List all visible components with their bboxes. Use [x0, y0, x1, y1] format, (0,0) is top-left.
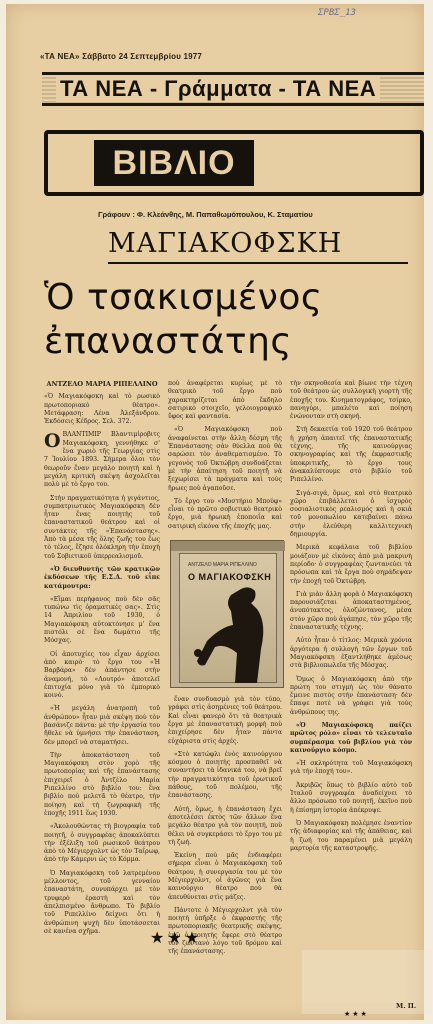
paragraph: «Ὁ Μαγιακόφσκη ποὺ ἀναφαίνεται στὴν ἄλλη δέσμη τῆς Ἐπανάστασης σὰν θύελλα ποὺ θὰ σαρώσει τὸν ἀναθεματισμένο. Τὸ γεγονὸς τοῦ Ὀκτώβρη συνδυάζεται μὲ τὴν ἀπαίτηση τοῦ ποιητῆ νὰ ξεχωρίσει τὰ πράγματα καὶ τοὺς ἥρωες ποὺ ἀγαποῦσε.	[168, 426, 282, 492]
paragraph: «Ἀκολουθώντας τὴ βιογραφία τοῦ ποιητῆ, ὁ συγγραφέας ἀποκαλύπτει τὴν ἐξέλιξη τοῦ ρωσικοῦ θεάτρου ἀπὸ τὸ Μέγιερχολντ ὡς τὸν Ταΐρωφ, ἀπὸ τὴν Κάμερνι ὡς τὸ Κόμμα.	[44, 823, 160, 864]
book-cover-photo	[170, 540, 284, 688]
paragraph: Τὴν ἀποκατάσταση τοῦ Μαγιακόφσκη στὸν χορὸ τῆς πρωτοπορίας καὶ τῆς ἐπανάστασης ἐπιχειρεῖ ὁ Ἀντζέλο Μαρία Ριπελλίνο στὸ βιβλίο του: ἕνα βιβλίο ποὺ μελετᾶ τὸ θέατρο, τὴν ποίηση καὶ τὴ ζωγραφικὴ τῆς ἐποχῆς 1911 ἕως 1930.	[44, 751, 160, 817]
paragraph: Σιγά-σιγά, ὅμως, καὶ στὸ θεατρικὸ χῶρο ἐπιβάλλεται ὁ ἰσχυρὸς σοσιαλιστικὸς ρεαλισμός καὶ ἡ σκιὰ τοῦ μονοπωλίου κατεβαίνει πάνω στὴν ἐλεύθερη καλλιτεχνικὴ δημιουργία.	[290, 489, 412, 539]
drop-cap: Ο	[44, 430, 61, 453]
section-title-box	[44, 130, 424, 196]
paragraph: ἕναν συνδυασμὸ γιὰ τὸν τύπο, γράφει στὶς ἀσημένιες τοῦ θεάτρου. Καὶ εἶναι φανερὸ ὅτι τὰ θεατρικὰ ἔργα μὲ ἐπαναστατικὴ μορφὴ ποὺ ἐπιχείρησε δὲν ἦταν πάντα εὐχάριστα στὶς ἀρχές.	[168, 696, 282, 745]
paragraph: Ὁ Μαγιακόφσκη πολέμησε ἐναντίον τῆς ἀδιαφορίας καὶ τῆς ἀπάθειας, καὶ ἡ ζωή του παραμένει μιὰ μεγάλη μαρτυρία τῆς καταστροφῆς.	[290, 819, 412, 852]
paragraph: Αὐτή, ὅμως, ἡ ἐπανάσταση ἔχει ἀποτελέσει ἐκτὸς τῶν ἄλλων ἕνα μεγάλο θέατρο γιὰ τὸν ποιητή, ποὺ θέλει νὰ συγκεράσει τὸ ἔργο του μὲ τὴ ζωή.	[168, 805, 282, 846]
figure-silhouette-icon	[171, 541, 285, 689]
paragraph: Αὐτὸ ἦταν ὁ τίτλος: Μερικὰ χρόνια ἀργότερα ἡ συλλογὴ τῶν ἔργων τοῦ Μαγιακόφσκη ἐξαντλήθηκε ἀμέσως στὰ βιβλιοπωλεῖα τῆς Μόσχας.	[290, 637, 412, 670]
paragraph: Ἀκριβῶς ὅπως τὸ βιβλίο αὐτὸ τοῦ Ἰταλοῦ συγγραφέα ἀναδείχνει τὸ ἄλλο πρόσωπο τοῦ ποιητῆ, ἐκεῖνο ποὺ ἡ ἐπίσημη ἱστορία ἀπέκρυψε.	[290, 781, 412, 814]
book-info: «Ὁ Μαγιακόφσκη καὶ τὸ ρωσικὸ πρωτοποριακὸ θέατρο». Μετάφραση: Λένα Ἀλεξάνδρου. Ἐκδόσεις Κέδρος. Σελ. 372.	[44, 393, 160, 426]
paragraph: Ἐκείνη ποὺ μᾶς ἐνδιαφέρει σήμερα εἶναι ὁ Μαγιακόφσκη τοῦ θεάτρου, ἡ συνεργασία του μὲ τὸν Μέγιερχολντ, οἱ ἀγῶνες γιὰ ἕνα καινούργιο θέατρο ποὺ θὰ ἀπευθύνεται στὶς μάζες.	[168, 852, 282, 901]
paragraph: «Ἡ σκληρότητα τοῦ Μαγιακόφσκη γιὰ τὴν ἐποχή του».	[290, 760, 412, 776]
headline	[44, 276, 420, 364]
article-column-1	[44, 380, 160, 940]
paragraph: «Ὁ Μαγιακόφσκη παίζει πρῶτος ρόλο» εἶναι τὸ τελευταῖο συμπέρασμα τοῦ βιβλίου γιὰ τὸν καινούργιο κόσμο.	[290, 721, 412, 754]
paragraph: Ὁ Μαγιακόφσκη τοῦ λατρεμένου μέλλοντος, τοῦ γενναίου ἐπαναστάτη, συνυπάρχει μὲ τὸν τρυφερὸ ἐραστὴ καὶ τὸν ἀπελπισμένο ἄνθρωπο. Τὸ βιβλίο τοῦ Ριπελλίνο δείχνει ὅτι ἡ ἀνθρώπινη ψυχὴ δὲν ὑποτάσσεται σὲ κανένα σχῆμα.	[44, 869, 160, 935]
end-stars: ★★★	[344, 1010, 369, 1018]
handwritten-annotation: ΣΡΒΣ_13	[318, 8, 356, 18]
paragraph: Μερικὰ κεφάλαια τοῦ βιβλίου μοιάζουν μὲ εἰκόνες ἀπὸ μιὰ μακρινὴ περίοδο· ὁ συγγραφέας ζωντανεύει τὰ πρόσωπα καὶ τὰ ἔργα ποὺ σημάδεψαν τὴν ἐποχὴ τοῦ Ὀκτώβρη.	[290, 544, 412, 585]
subject-title: ΜΑΓΙΑΚΟΦΣΚΗ	[108, 228, 408, 264]
section-title: ΒΙΒΛΙΟ	[94, 140, 254, 186]
paragraph: Πάντοτε ὁ Μέγιερχολντ γιὰ τὸν ποιητὴ ὑπῆρξε ὁ ἐκφραστὴς τῆς πρωτοποριακῆς θεατρικῆς σκέψης, ἐνῶ ὁ ποιητὴς ἔφερε στὸ θέατρο τὸν ζωντανὸ λόγο τοῦ δρόμου καὶ τῆς ἐπανάστασης.	[168, 906, 282, 956]
signature: Μ. Π.	[396, 1002, 417, 1010]
paragraph: Οἱ ἀποτυχίες του εἶχαν ἀρχίσει ἀπὸ καιρὸ· τὸ ἔργο του «Ἡ Βαρβάρα» δὲν ἀπάντησε στὴν ἀναμονή, τὸ «Λουτρό» ἀποτελεῖ ἐπιτυχία μόνο γιὰ τὸ ἐμπορικὸ κοινὸ.	[44, 650, 160, 700]
cover-author: ΑΝΤΖΕΛΟ ΜΑΡΙΑ ΡΙΠΕΛΛΙΝΟ	[188, 562, 257, 568]
headline-line-2: ἐπαναστάτης	[44, 321, 293, 362]
dateline: «ΤΑ ΝΕΑ» Σάββατο 24 Σεπτεμβρίου 1977	[40, 52, 203, 61]
section-stars: ★★★	[150, 928, 203, 947]
paragraph: «Εἴμαι περήφανος ποὺ δὲν σᾶς τυπώνω τὶς ὁραματικὲς σας». Στὶς 14 Ἀπριλίου τοῦ 1930, ὁ Μαγιακόφσκη αὐτοκτόνησε μ' ἕνα πιστόλι σὲ ἕνα δωμάτιο τῆς Μόσχας.	[44, 595, 160, 645]
section-banner	[42, 72, 424, 106]
paragraph: Ὅμως ὁ Μαγιακόφσκη ἀπὸ τὴν πρώτη του στιγμὴ ὡς τὸν θάνατο ἔμεινε πιστὸς στὴν ἐπανάσταση· δὲν ἔπαψε ποτὲ νὰ γράφει γιὰ τοὺς ἀνθρώπους της.	[290, 675, 412, 716]
book-author: ΑΝΤΖΕΛΟ ΜΑΡΙΑ ΡΙΠΕΛΛΙΝΟ	[46, 380, 158, 388]
article-column-3	[290, 380, 412, 988]
paragraph: «Ἡ μεγάλη ἀνατροπὴ τοῦ ἀνθρώπου» ἦταν μιὰ σκέψη ποὺ τὸν βασάνιζε πάντα: μὲ τὴν ἐργασία του ἤθελε νὰ ὑμνήσει τὴν ἐπανάσταση, δὲν μπορεῖ νὰ σταματήσει.	[44, 705, 160, 746]
headline-line-1: Ὁ τσακισμένος	[44, 277, 323, 318]
paragraph: «Στὸ κατώφλι ἑνὸς καινούργιου κόσμου ὁ ποιητὴς προσπαθεῖ νὰ συναντήσει τὰ ἰδανικά του, νὰ βρεῖ τὴν πραγματικότητα τοῦ ἐρωτικοῦ πάθους, τοῦ πολέμου, τῆς ἐπανάστασης.	[168, 750, 282, 800]
paragraph: Στὴ δεκαετία τοῦ 1920 τοῦ θεάτρου ἡ χρήση ἀπαιτεῖ τῆς ἐπαναστατικῆς τέχνης, τῆς καινούργιας σκηνογραφίας καὶ τῆς ἐκφραστικῆς ὑποκριτικῆς, τὸ ἔργο τους ἀνακαλύπτουμε στὸ βιβλίο τοῦ Ριπελλίνο.	[290, 426, 412, 484]
paragraph: ποὺ ἀναφέρεται κυρίως μὲ τὸ θεατρικὸ τοῦ ἔργο ποὺ χαρακτηρίζεται ἀπὸ ἔκδηλο σατιρικὸ στοιχεῖο, γελοιογραφικὸ ὕφος καὶ φαντασία.	[168, 380, 282, 421]
paragraph: «Ὁ διευθυντὴς τῶν κρατικῶν ἐκδόσεων τῆς Ε.Σ.Δ. τοῦ εἶπε κατάμουτρα:	[44, 565, 160, 590]
paragraph: ΟΒΛΑΝΤΙΜΙΡ Βλαντιμίροβιτς Μαγιακόφσκη, γεννήθηκε σ' ἕνα χωριὸ τῆς Γεωργίας στὶς 7 Ἰουλίου 1893. Σήμερα ὅλοι τὸν θεωροῦν ἕναν μεγάλο ποιητὴ καὶ ἡ μεγάλη κριτικὴ σκέψη ἀσχολεῖται πολὺ μὲ τὸ ἔργο του.	[44, 430, 160, 489]
paragraph: Στὴν πραγματικότητα ἡ γιγάντιος, συμπατριωτικὸς Μαγιακόφσκη δὲν ἦταν ἕνας ποιητὴς τοῦ ἐπαναστατικοῦ θεάτρου καὶ οἱ συντάκτες τῆς «Ἐπανάστασης». Ἀπὸ τὰ μέσα τῆς ὅλης ζωῆς του ἕως τὸ τέλος, ἔζησε ὁλόκληρη τὴν ἐποχὴ τοῦ Σοβιετικοῦ ὑπερρεαλισμοῦ.	[44, 494, 160, 560]
cover-title: Ο ΜΑΓΙΑΚΟΦΣΚΗ	[188, 572, 272, 582]
banner-text: ΤΑ ΝΕΑ - Γράμματα - ΤΑ ΝΕΑ	[56, 76, 380, 102]
byline: Γράφουν : Φ. Κλεάνθης, Μ. Παπαθωμόπουλου, Κ. Σταματίου	[98, 210, 313, 219]
paragraph: τὴν σκηνοθεσία καὶ βίωνε τὴν τέχνη τοῦ θεάτρου ὡς συλλογικὴ γιορτὴ τῆς ἐποχῆς του. Κινηματογράφος, τσίρκο, πανηγύρι, μπαλέτο καὶ ποίηση ἑνώνονταν στὴ σκηνή.	[290, 380, 412, 421]
paragraph: Γιὰ μιὰν ἄλλη φορὰ ὁ Μαγιακόφσκη παρουσιάζεται ἀποκαταστημένος, ἀνυπότακτος, ὁλοζώντανος, μέσα στὸν χῶρο ποὺ ἀγάπησε, τὸν χῶρο τῆς ἐπαναστατικῆς τέχνης.	[290, 590, 412, 632]
paragraph: Τὸ ἔργο του «Μυστήριο Μπούφ» εἶναι τὸ πρῶτο σοβιετικὸ θεατρικὸ ἔργο, μιὰ ἡρωικὴ ἐποποιΐα καὶ σατιρικὴ εἰκόνα τῆς ἐποχῆς μας.	[168, 497, 282, 530]
